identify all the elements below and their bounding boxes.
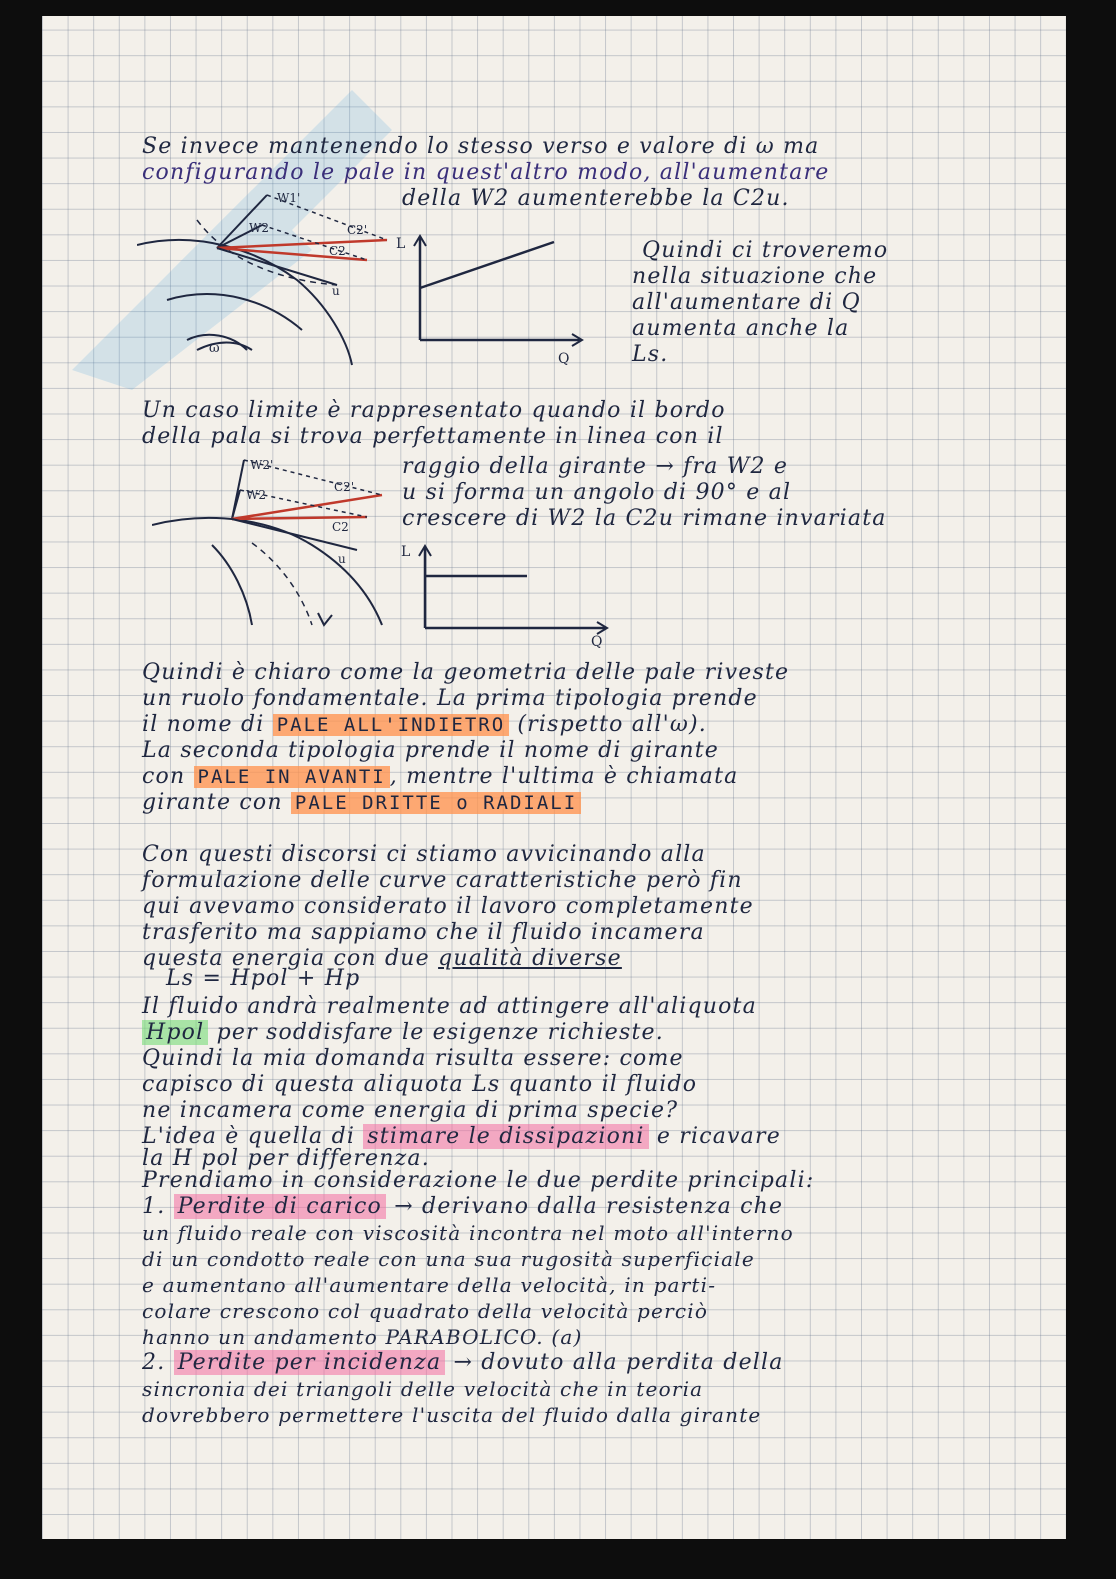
highlight-perdite-di-carico: Perdite di carico bbox=[174, 1194, 386, 1219]
p2-line-5: crescere di W2 la C2u rimane invariata bbox=[402, 506, 887, 531]
p2-line-1: Un caso limite è rappresentato quando il bordo bbox=[142, 398, 726, 423]
top-edge bbox=[42, 0, 1066, 16]
p5-line-7: la H pol per differenza. bbox=[142, 1146, 430, 1171]
label2-u: u bbox=[338, 552, 346, 566]
g1-text-5: Ls. bbox=[632, 342, 669, 367]
label-c2p: C2' bbox=[347, 223, 368, 237]
loss1-line bbox=[142, 1194, 783, 1220]
graph-2-flat bbox=[397, 540, 617, 650]
p2-line-2: della pala si trova perfettamente in linea con il bbox=[142, 424, 724, 449]
label-u: u bbox=[332, 284, 340, 298]
label2-w2p: W2' bbox=[250, 458, 274, 472]
p5-line-3: Quindi la mia domanda risulta essere: come bbox=[142, 1046, 684, 1071]
p3-line-6 bbox=[142, 790, 581, 816]
label-c2: C2 bbox=[329, 244, 346, 258]
loss1-number: 1. bbox=[142, 1194, 166, 1219]
p4-l5-pre: questa energia con due bbox=[142, 946, 430, 971]
formula-ls: Ls = Hpol + Hp bbox=[166, 966, 361, 991]
label2-c2: C2 bbox=[332, 520, 349, 534]
p5-line-5: ne incamera come energia di prima specie? bbox=[142, 1098, 679, 1123]
p3-l5-post: , mentre l'ultima è chiamata bbox=[389, 764, 739, 789]
graph1-y-label: L bbox=[396, 236, 406, 252]
p3-line-1: Quindi è chiaro come la geometria delle pale riveste bbox=[142, 660, 790, 685]
p4-line-2: formulazione delle curve caratteristiche però fin bbox=[142, 868, 743, 893]
velocity-triangle-diagram-2 bbox=[152, 455, 402, 635]
p3-line-5 bbox=[142, 764, 738, 790]
p2-line-3: raggio della girante → fra W2 e bbox=[402, 454, 789, 479]
highlight-stimare-dissipazioni: stimare le dissipazioni bbox=[363, 1124, 648, 1149]
p4-line-4: trasferito ma sappiamo che il fluido incamera bbox=[142, 920, 705, 945]
loss1-post: → derivano dalla resistenza che bbox=[394, 1194, 784, 1219]
bottom-edge bbox=[0, 1539, 1116, 1579]
p3-line-4: La seconda tipologia prende il nome di girante bbox=[142, 738, 720, 763]
loss2-line-3: dovrebbero permettere l'uscita del fluido dalla girante bbox=[142, 1403, 762, 1427]
velocity-triangle-diagram-1 bbox=[137, 190, 407, 370]
p3-l3-post: (rispetto all'ω). bbox=[517, 712, 707, 737]
p4-line-1: Con questi discorsi ci stiamo avvicinando alla bbox=[142, 842, 706, 867]
p2-line-4: u si forma un angolo di 90° e al bbox=[402, 480, 792, 505]
graph2-x-label: Q bbox=[591, 634, 603, 650]
notebook-page bbox=[42, 0, 1066, 1579]
loss2-post: → dovuto alla perdita della bbox=[453, 1350, 784, 1375]
graph-1-rising bbox=[392, 228, 592, 368]
loss2-line bbox=[142, 1350, 784, 1376]
loss2-number: 2. bbox=[142, 1350, 166, 1375]
g1-text-2: nella situazione che bbox=[632, 264, 878, 289]
p3-line-3 bbox=[142, 712, 707, 738]
highlight-pale-allindietro: PALE ALL'INDIETRO bbox=[273, 714, 509, 736]
highlight-pale-in-avanti: PALE IN AVANTI bbox=[194, 766, 390, 788]
p6-intro: Prendiamo in considerazione le due perdite principali: bbox=[142, 1168, 815, 1193]
highlight-hpol: Hpol bbox=[142, 1020, 208, 1045]
label-w1: W1' bbox=[277, 191, 301, 205]
label2-c2p: C2' bbox=[334, 480, 355, 494]
loss1-line-6: hanno un andamento PARABOLICO. (a) bbox=[142, 1325, 583, 1349]
p5-line-4: capisco di questa aliquota Ls quanto il fluido bbox=[142, 1072, 698, 1097]
loss2-line-2: sincronia dei triangoli delle velocità che in teoria bbox=[142, 1377, 704, 1401]
highlight-perdite-incidenza: Perdite per incidenza bbox=[174, 1350, 446, 1375]
label-w2: W2 bbox=[249, 221, 269, 235]
highlight-pale-dritte: PALE DRITTE o RADIALI bbox=[291, 792, 581, 814]
underline-qualita-diverse: qualità diverse bbox=[438, 946, 622, 971]
p3-l5-pre: con bbox=[142, 764, 186, 789]
p3-l6-pre: girante con bbox=[142, 790, 283, 815]
loss1-line-2: un fluido reale con viscosità incontra nel moto all'interno bbox=[142, 1221, 794, 1245]
p1-line-2: configurando le pale in quest'altro modo, all'aumentare bbox=[142, 160, 830, 185]
g1-text-1: Quindi ci troveremo bbox=[642, 238, 889, 263]
label-omega: ω bbox=[209, 341, 220, 356]
p1-line-1: Se invece mantenendo lo stesso verso e valore di ω ma bbox=[142, 134, 820, 159]
loss1-line-4: e aumentano all'aumentare della velocità, in parti- bbox=[142, 1273, 717, 1297]
loss1-line-3: di un condotto reale con una sua rugosità superficiale bbox=[142, 1247, 755, 1271]
graph2-y-label: L bbox=[401, 544, 411, 560]
p3-line-2: un ruolo fondamentale. La prima tipologia prende bbox=[142, 686, 758, 711]
p5-line-2 bbox=[142, 1020, 664, 1046]
p4-line-3: qui avevamo considerato il lavoro completamente bbox=[142, 894, 754, 919]
p5-idea-post: e ricavare bbox=[656, 1124, 781, 1149]
label2-w2: W2 bbox=[246, 488, 266, 502]
p3-l3-pre: il nome di bbox=[142, 712, 265, 737]
graph1-x-label: Q bbox=[558, 351, 570, 367]
g1-text-4: aumenta anche la bbox=[632, 316, 850, 341]
p5-idea-pre: L'idea è quella di bbox=[142, 1124, 356, 1149]
p1-line-3: della W2 aumenterebbe la C2u. bbox=[402, 186, 790, 211]
loss1-line-5: colare crescono col quadrato della velocità perciò bbox=[142, 1299, 709, 1323]
p5-line-1: Il fluido andrà realmente ad attingere all'aliquota bbox=[142, 994, 757, 1019]
p5-l2-post: per soddisfare le esigenze richieste. bbox=[216, 1020, 664, 1045]
g1-text-3: all'aumentare di Q bbox=[632, 290, 861, 315]
